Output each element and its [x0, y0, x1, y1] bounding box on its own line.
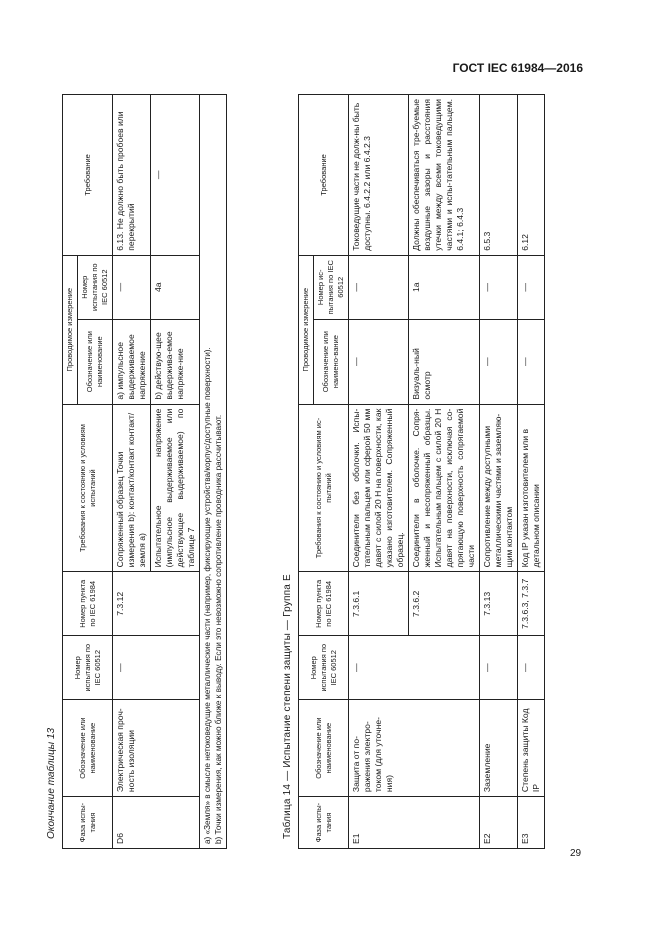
t13-test-no: — — [113, 636, 200, 700]
t14-e2-requirement: 6.5.3 — [480, 95, 518, 256]
table-row — [480, 95, 518, 849]
t13-note-a: a) «Земля» в смысле нетоковедущие металлические части (например, фиксирующие устройства/корпус/доступные поверхности). — [203, 347, 212, 844]
t13-header-conditions: Требования к состоянию и условиям испытаний — [63, 404, 113, 572]
t14-e1-designation: Защита от по-ражения электро-током (для уточне-ния) — [349, 700, 480, 797]
t14-e3-requirement: 6.12 — [518, 95, 545, 256]
t14-e1a-requirement: Токоведущие части не долж-ны быть доступны. 6.4.2.2 или 6.4.2.3 — [349, 95, 409, 256]
t14-header-phase: Фаза испы-тания — [299, 797, 349, 849]
table-row — [518, 95, 545, 849]
t14-e3-meas-test-no: — — [518, 255, 545, 319]
t14-e1b-clause-no: 7.3.6.2 — [409, 572, 480, 636]
t13-meas-a-test-no: — — [113, 255, 151, 319]
t13-header-phase: Фаза испы-тания — [63, 797, 113, 849]
t14-header-meas-test-no: Номер ис-пытания по IEC 60512 — [314, 255, 349, 319]
t14-header-conditions: Требования к состоянию и условиям ис-пытаний — [299, 404, 349, 572]
page-number: 29 — [570, 848, 582, 859]
t13-meas-a-designation: а) импульсное выдерживаемое напряжение — [113, 319, 151, 404]
t14-e3-phase: E3 — [518, 797, 545, 849]
t13-header-clause-no: Номер пункта по IEC 61984 — [63, 572, 113, 636]
t14-header-requirement: Требование — [299, 95, 349, 256]
table-row — [113, 95, 151, 849]
table13 — [62, 94, 227, 849]
t14-header-designation: Обозначение или наименование — [299, 700, 349, 797]
t14-e2-test-no: — — [480, 636, 518, 700]
t14-header-test-no: Номер испытания по IEC 60512 — [299, 636, 349, 700]
t14-header-meas-designation: Обозначение или наимено-вание — [314, 319, 349, 404]
t14-e2-designation: Заземление — [480, 700, 518, 797]
t14-e3-designation: Степень защиты Код IP — [518, 700, 545, 797]
document-header: ГОСТ IEC 61984—2016 — [452, 61, 583, 75]
t13-header-test-no: Номер испытания по IEC 60512 — [63, 636, 113, 700]
t13-meas-a-requirement: 6.13. Не должно быть пробоев или перекрытий — [113, 95, 151, 256]
t14-e1a-meas-designation: — — [349, 319, 409, 404]
t14-e3-meas-designation: — — [518, 319, 545, 404]
table14-caption: Таблица 14 — Испытание степени защиты — Группа E — [282, 574, 293, 839]
t14-e1b-meas-designation: Визуаль-ный осмотр — [409, 319, 480, 404]
table13-caption: Окончание таблицы 13 — [46, 727, 57, 839]
t13-clause-no: 7.3.12 — [113, 572, 200, 636]
t14-e2-meas-test-no: — — [480, 255, 518, 319]
t14-e3-conditions: Код IP указан изготовителем или в детальном описании — [518, 404, 545, 572]
t14-e1a-meas-test-no: — — [349, 255, 409, 319]
t13-header-meas-designation: Обозначение или наименование — [78, 319, 113, 404]
t14-e1a-clause-no: 7.3.6.1 — [349, 572, 409, 636]
t14-e1b-conditions: Соединители в оболочке. Сопря-женный и несопряженный образцы. Испытательным пальцем с силой 20 Н давят на поверхности, исключая со-прягающую поверхность сопрягаемой части — [409, 404, 480, 572]
t14-e1b-meas-test-no: 1a — [409, 255, 480, 319]
t13-note-b: b) Точки измерения, как можно ближе к выводу. Если это невозможно сопротивление проводника рассчитывают. — [214, 414, 223, 844]
t14-header-clause-no: Номер пункта по IEC 61984 — [299, 572, 349, 636]
t13-conditions-b: Испытательное напряжение (импульсное выдерживаемое или действующее выдерживаемое) по таблице 7 — [151, 404, 200, 572]
table14 — [298, 94, 545, 849]
t14-e2-meas-designation: — — [480, 319, 518, 404]
t13-meas-b-designation: b) действую-щее выдержива-емое напряже-ние — [151, 319, 200, 404]
t14-e3-test-no: — — [518, 636, 545, 700]
t14-e1a-conditions: Соединители без оболочки. Испы-тательным пальцем или сферой 50 мм давят с силой 20 Н на поверхности, как указано изготовителем. Сопряженный образец. — [349, 404, 409, 572]
t14-e1-phase: E1 — [349, 797, 480, 849]
t14-e2-conditions: Сопротивление между доступными металлическими частями и заземляю-щим контактом — [480, 404, 518, 572]
t13-meas-b-test-no: 4a — [151, 255, 200, 319]
t13-designation: Электрическая проч-ность изоляции — [113, 700, 200, 797]
t13-meas-b-requirement: — — [151, 95, 200, 256]
t13-notes — [200, 95, 227, 849]
t14-e3-clause-no: 7.3.6.3, 7.3.7 — [518, 572, 545, 636]
t13-header-meas-test-no: Номер испытания по IEC 60512 — [78, 255, 113, 319]
t13-conditions-a: Сопряженный образец Точки измерения b): контакт/контакт контакт/земля a) — [113, 404, 151, 572]
table-row — [349, 95, 409, 849]
t13-phase: D6 — [113, 797, 200, 849]
t13-header-designation: Обозначение или наименование — [63, 700, 113, 797]
t13-header-measurement: Проводимое измерение — [63, 255, 78, 404]
t14-e2-phase: E2 — [480, 797, 518, 849]
t14-e2-clause-no: 7.3.13 — [480, 572, 518, 636]
t14-e1b-requirement: Должны обеспечиваться тре-буемые воздушные зазоры и расстояния утечки между всеми токоведущими частями и испы-тательным пальцем. 6.4.1; 6.4.3 — [409, 95, 480, 256]
t14-header-measurement: Проводимое измерение — [299, 255, 314, 404]
t13-header-requirement: Требование — [63, 95, 113, 256]
t14-e1-test-no: — — [349, 636, 480, 700]
